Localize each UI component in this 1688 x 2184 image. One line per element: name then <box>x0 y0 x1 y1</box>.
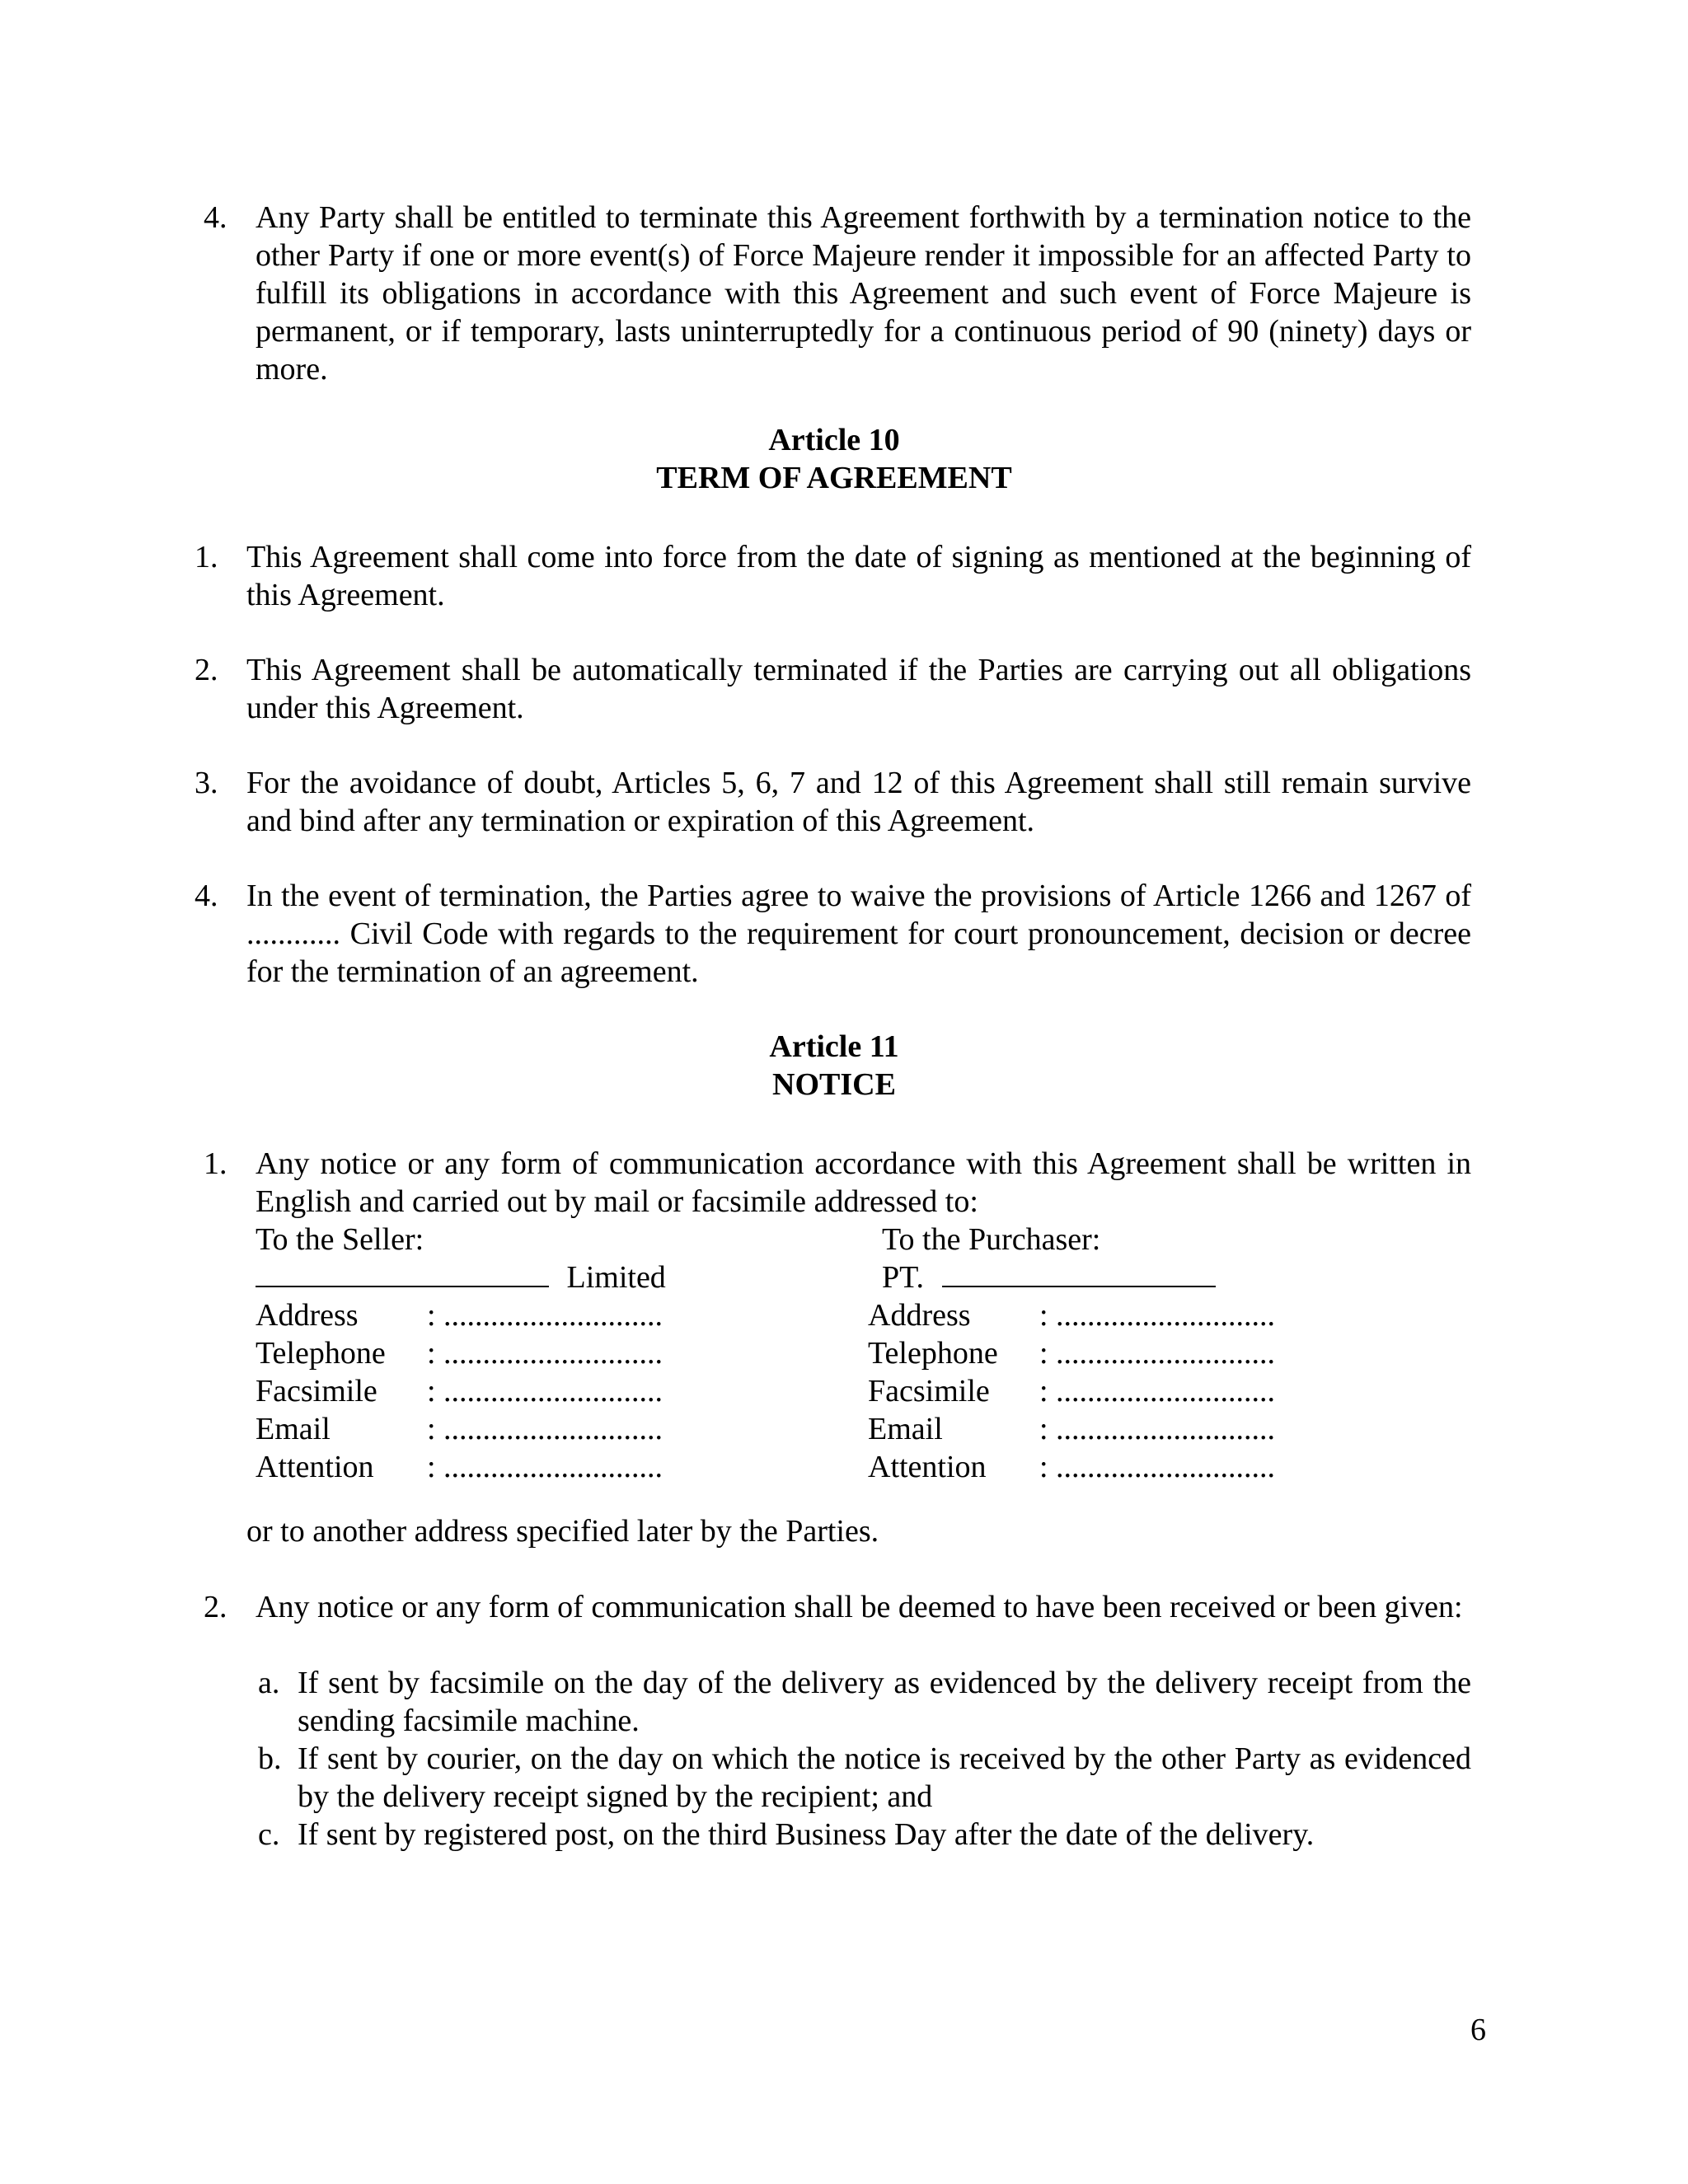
article-11-item-2-subitem-a <box>258 1664 1471 1740</box>
article-11-item-1 <box>204 1145 1471 1221</box>
item-text: Any notice or any form of communication accordance with this Agreement shall be written in English and carried out by mail or facsimile addressed to: <box>256 1146 1471 1219</box>
subitem-letter: a. <box>258 1666 280 1700</box>
article-11-heading: Article 11 <box>769 1029 899 1064</box>
seller-label: To the Seller: <box>256 1222 424 1257</box>
seller-field-label: Facsimile <box>256 1374 377 1408</box>
seller-field-label: Address <box>256 1298 359 1333</box>
article-11-item-2-subitem-c <box>258 1816 1471 1854</box>
seller-company-suffix: Limited <box>566 1260 666 1295</box>
item-number: 4. <box>204 200 227 235</box>
purchaser-company-line <box>882 1258 1216 1296</box>
purchaser-field-value: : ............................ <box>1039 1450 1276 1484</box>
purchaser-label: To the Purchaser: <box>882 1222 1101 1257</box>
other-address-note: or to another address specified later by the Parties. <box>246 1514 879 1549</box>
article-10-item-4 <box>195 877 1471 991</box>
page-number: 6 <box>1470 2013 1486 2047</box>
item-text: This Agreement shall come into force from the date of signing as mentioned at the beginning of this Agreement. <box>246 540 1471 612</box>
subitem-text: If sent by registered post, on the third Business Day after the date of the delivery. <box>298 1817 1315 1852</box>
item-text: Any notice or any form of communication shall be deemed to have been received or been given: <box>256 1590 1463 1624</box>
subitem-text: If sent by facsimile on the day of the delivery as evidenced by the delivery receipt from the sending facsimile machine. <box>298 1666 1471 1738</box>
subitem-text: If sent by courier, on the day on which the notice is received by the other Party as evidenced by the delivery receipt signed by the recipient; and <box>298 1741 1471 1814</box>
force-majeure-item-4 <box>204 199 1471 388</box>
item-number: 4. <box>195 879 218 913</box>
seller-field-value: : ............................ <box>427 1298 663 1333</box>
purchaser-field-label: Facsimile <box>868 1374 990 1408</box>
seller-company-line <box>256 1258 666 1296</box>
seller-field-value: : ............................ <box>427 1412 663 1446</box>
article-10-item-3 <box>195 764 1471 840</box>
article-10-title: TERM OF AGREEMENT <box>656 461 1012 495</box>
subitem-letter: b. <box>258 1741 282 1776</box>
item-number: 2. <box>204 1590 227 1624</box>
purchaser-company-blank <box>942 1261 1216 1287</box>
purchaser-field-label: Attention <box>868 1450 987 1484</box>
purchaser-field-label: Address <box>868 1298 971 1333</box>
article-11-title: NOTICE <box>772 1067 896 1102</box>
purchaser-field-value: : ............................ <box>1039 1412 1276 1446</box>
seller-field-label: Attention <box>256 1450 374 1484</box>
seller-field-value: : ............................ <box>427 1450 663 1484</box>
item-text: This Agreement shall be automatically terminated if the Parties are carrying out all obligations under this Agreement. <box>246 653 1471 725</box>
article-10-item-1 <box>195 538 1471 614</box>
article-11-item-2 <box>204 1588 1471 1626</box>
subitem-letter: c. <box>258 1817 280 1852</box>
seller-field-label: Telephone <box>256 1336 386 1371</box>
item-number: 1. <box>204 1146 227 1181</box>
purchaser-company-prefix: PT. <box>882 1260 925 1295</box>
item-number: 1. <box>195 540 218 574</box>
item-text: For the avoidance of doubt, Articles 5, 6, 7 and 12 of this Agreement shall still remain survive and bind after any termination or expiration of this Agreement. <box>246 766 1471 838</box>
item-number: 2. <box>195 653 218 687</box>
article-10-heading: Article 10 <box>768 423 900 457</box>
item-number: 3. <box>195 766 218 800</box>
seller-field-label: Email <box>256 1412 331 1446</box>
article-10-item-2 <box>195 651 1471 727</box>
seller-company-blank <box>256 1261 549 1287</box>
purchaser-field-value: : ............................ <box>1039 1374 1276 1408</box>
purchaser-field-label: Email <box>868 1412 943 1446</box>
article-11-item-2-subitem-b <box>258 1740 1471 1816</box>
purchaser-field-value: : ............................ <box>1039 1298 1276 1333</box>
item-text: Any Party shall be entitled to terminate this Agreement forthwith by a termination notice to the other Party if one or more event(s) of Force Majeure render it impossible for an affected Party to fulfill its obligations in accordance with this Agreement and such event of Force Majeure is permanent, or if temporary, lasts uninterruptedly for a continuous period of 90 (ninety) days or more. <box>256 200 1471 387</box>
seller-field-value: : ............................ <box>427 1336 663 1371</box>
purchaser-field-value: : ............................ <box>1039 1336 1276 1371</box>
purchaser-field-label: Telephone <box>868 1336 998 1371</box>
seller-field-value: : ............................ <box>427 1374 663 1408</box>
item-text: In the event of termination, the Parties agree to waive the provisions of Article 1266 and 1267 of ............ Civil Code with regards to the requirement for court pronouncement, decision or decree for the termination of an agreement. <box>246 879 1471 989</box>
